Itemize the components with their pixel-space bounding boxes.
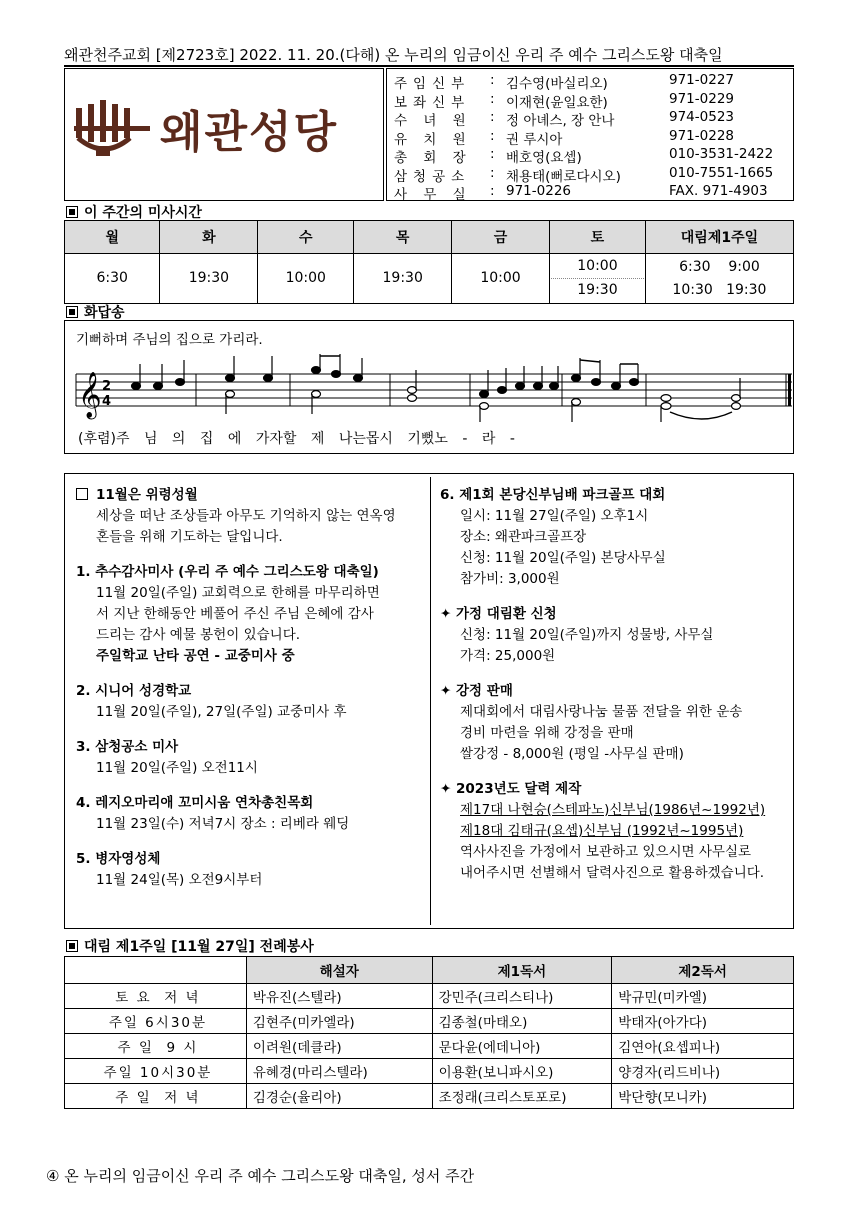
item-line-underlined: 제18대 김태규(요셉)신부님 (1992년~1995년): [460, 823, 744, 839]
serve-mass-label: 주 일 저 녁: [65, 1084, 247, 1109]
staff-name: 김수영(바실리오): [506, 76, 608, 92]
item-line: 장소: 왜관파크골프장: [460, 529, 587, 545]
serve-column-header: 해설자: [246, 957, 432, 984]
section-bullet-icon: [66, 940, 78, 952]
mass-time: 6:30 9:00: [679, 258, 760, 275]
notice-line: 혼들을 위해 기도하는 달입니다.: [96, 529, 283, 545]
staff-phone: 010-7551-1665: [669, 164, 774, 181]
staff-phone: 971-0229: [669, 90, 734, 107]
mass-day-header: 수: [258, 221, 354, 254]
item-title: 6. 제1회 본당신부님배 파크골프 대회: [440, 487, 666, 503]
mass-time-cell: [65, 254, 160, 304]
item-title: 1. 추수감사미사 (우리 주 예수 그리스도왕 대축일): [76, 564, 379, 580]
mass-time-cell: [354, 254, 452, 304]
serve-person: 박단향(모니카): [612, 1084, 794, 1109]
item-title: 3. 삼청공소 미사: [76, 739, 179, 755]
item-line: 경비 마련을 위해 강정을 판매: [460, 725, 634, 741]
item-title: ✦ 2023년도 달력 제작: [440, 781, 582, 797]
header-rule: [64, 65, 794, 67]
item-line: 11월 20일(주일) 오전11시: [96, 760, 258, 776]
serve-column-header: 제2독서: [612, 957, 794, 984]
mass-time: 10:00: [285, 270, 326, 286]
item-line: 신청: 11월 20일(주일)까지 성물방, 사무실: [460, 627, 714, 643]
serve-mass-label: 토 요 저 녁: [65, 984, 247, 1009]
mass-day-header: 화: [160, 221, 258, 254]
item-title: 4. 레지오마리애 꼬미시움 연차총친목회: [76, 795, 314, 811]
serve-mass-label: 주일 10시30분: [65, 1059, 247, 1084]
table-row: [65, 1059, 794, 1084]
psalm-section-title: 화답송: [66, 302, 125, 322]
serve-person: 박태자(아가다): [612, 1009, 794, 1034]
serve-person: 김종철(마태오): [432, 1009, 612, 1034]
item-emphasis: 주일학교 난타 공연 - 교중미사 중: [96, 648, 295, 664]
staff-phone: 971-0227: [669, 72, 734, 88]
section-bullet-icon: [66, 306, 78, 318]
psalm-lyrics: (후렴)주 님 의 집 에 가자할 제 나는몹시 기뻤노 - 라 -: [78, 431, 515, 447]
announcements-left: [76, 485, 428, 891]
mass-time-cell: [452, 254, 550, 304]
table-row: [65, 1009, 794, 1034]
staff-colon: :: [490, 109, 495, 125]
announcements-divider: [430, 477, 431, 925]
staff-role: 총 회 장: [394, 150, 472, 166]
psalm-refrain: 기뻐하며 주님의 집으로 가리라.: [76, 332, 263, 348]
serve-mass-label: 주 일 9 시: [65, 1034, 247, 1059]
mass-time: 19:30: [382, 270, 423, 286]
serve-person: 이려원(데클라): [246, 1034, 432, 1059]
staff-name: 정 아녜스, 장 안나: [506, 113, 615, 129]
item-line: 가격: 25,000원: [460, 648, 556, 664]
page-footer: ④ 온 누리의 임금이신 우리 주 예수 그리스도왕 대축일, 성서 주간: [46, 1167, 475, 1185]
staff-colon: :: [490, 127, 495, 144]
staff-name: 권 루시아: [506, 131, 563, 148]
star-bullet-icon: ✦: [440, 781, 457, 797]
logo-text: 왜관성당: [160, 107, 339, 158]
serve-person: 유혜경(마리스텔라): [246, 1059, 432, 1084]
mass-day-header: 토: [549, 221, 645, 254]
staff-role: 사 무 실: [394, 187, 472, 203]
item-line: 제대회에서 대림사랑나눔 물품 전달을 위한 운송: [460, 704, 743, 720]
serve-person: 김경순(율리아): [246, 1084, 432, 1109]
church-logo-icon: [74, 98, 150, 158]
item-title: ✦ 강정 판매: [440, 683, 513, 699]
staff-phone: 010-3531-2422: [669, 146, 774, 162]
item-line-underlined: 제17대 나현승(스테파노)신부님(1986년~1992년): [460, 802, 766, 818]
section-bullet-icon: [76, 488, 88, 500]
serve-person: 이용환(보니파시오): [432, 1059, 612, 1084]
table-row: [65, 984, 794, 1009]
svg-text:4: 4: [102, 394, 112, 409]
serve-column-header: 제1독서: [432, 957, 612, 984]
staff-name: 971-0226: [506, 183, 571, 199]
item-line: 드리는 감사 예물 봉헌이 있습니다.: [96, 627, 301, 643]
star-bullet-icon: ✦: [440, 683, 457, 699]
serve-person: 문다윤(에데니아): [432, 1034, 612, 1059]
announcements-right: [440, 485, 792, 884]
serve-person: 김연아(요셉피나): [612, 1034, 794, 1059]
svg-text:2: 2: [102, 379, 112, 394]
mass-time: 6:30: [96, 270, 128, 286]
serve-person: 박유진(스텔라): [246, 984, 432, 1009]
music-staff: [72, 352, 794, 426]
staff-phone: 974-0523: [669, 109, 734, 125]
serve-person: 박규민(미카엘): [612, 984, 794, 1009]
table-row: [65, 1084, 794, 1109]
treble-clef-icon: 𝄞: [78, 372, 102, 418]
staff-colon: :: [490, 90, 495, 107]
serve-person: 김현주(미카엘라): [246, 1009, 432, 1034]
item-title: 2. 시니어 성경학교: [76, 683, 192, 699]
item-title: 5. 병자영성체: [76, 851, 161, 867]
notice-title: 11월은 위령성월: [76, 485, 428, 506]
staff-name: 채용태(뻐로다시오): [506, 168, 621, 185]
mass-day-header: 월: [65, 221, 160, 254]
serve-section-title: 대림 제1주일 [11월 27일] 전례봉사: [66, 936, 314, 956]
mass-day-header: 금: [452, 221, 550, 254]
staff-phone: 971-0228: [669, 127, 734, 144]
staff-role: 삼청공소: [394, 168, 471, 185]
staff-phone: FAX. 971-4903: [669, 183, 768, 199]
serve-mass-label: 주일 6시30분: [65, 1009, 247, 1034]
staff-role: 보좌신부: [394, 94, 471, 111]
mass-time-cell: [549, 254, 645, 304]
staff-name: 배호영(요셉): [506, 150, 582, 166]
bulletin-header: 왜관천주교회 [제2723호] 2022. 11. 20.(다해) 온 누리의 임금이신 우리 주 예수 그리스도왕 대축일: [64, 46, 723, 64]
mass-schedule-table: [64, 220, 794, 304]
mass-time-cell: [645, 254, 793, 304]
mass-time: 19:30: [188, 270, 230, 286]
staff-name: 이재현(윤일요한): [506, 94, 608, 111]
star-bullet-icon: ✦: [440, 606, 457, 622]
serve-person: 강민주(크리스티나): [432, 984, 612, 1009]
item-line: 11월 23일(수) 저녁7시 장소 : 리베라 웨딩: [96, 816, 350, 832]
liturgy-service-table: [64, 956, 794, 1109]
mass-time-cell: [258, 254, 354, 304]
mass-time-cell: [160, 254, 258, 304]
item-line: 내어주시면 선별해서 달력사진으로 활용하겠습니다.: [460, 865, 765, 881]
mass-time: 19:30: [551, 278, 644, 302]
mass-time: 10:30 19:30: [672, 281, 767, 298]
staff-colon: :: [490, 164, 495, 181]
serve-person: 조정래(크리스토포로): [432, 1084, 612, 1109]
item-title: ✦ 가정 대림환 신청: [440, 606, 557, 622]
section-bullet-icon: [66, 206, 78, 218]
item-line: 서 지난 한해동안 베풀어 주신 주님 은혜에 감사: [96, 606, 374, 622]
item-line: 신청: 11월 20일(주일) 본당사무실: [460, 550, 666, 566]
staff-colon: :: [490, 183, 495, 199]
notice-line: 세상을 떠난 조상들과 아무도 기억하지 않는 연옥영: [96, 508, 396, 524]
mass-day-header: 목: [354, 221, 452, 254]
item-line: 11월 20일(주일), 27일(주일) 교중미사 후: [96, 704, 347, 720]
item-line: 일시: 11월 27일(주일) 오후1시: [460, 508, 649, 524]
table-row: [65, 1034, 794, 1059]
staff-role: 유 치 원: [394, 131, 472, 148]
staff-role: 수 녀 원: [394, 113, 472, 129]
mass-time: 10:00: [577, 258, 618, 274]
item-line: 11월 24일(목) 오전9시부터: [96, 872, 263, 888]
mass-section-title: 이 주간의 미사시간: [66, 202, 202, 222]
mass-time: 10:00: [480, 270, 521, 286]
serve-column-header: [65, 957, 247, 984]
item-line: 역사사진을 가정에서 보관하고 있으시면 사무실로: [460, 844, 752, 860]
item-line: 참가비: 3,000원: [460, 571, 560, 587]
staff-role: 주임신부: [394, 76, 471, 92]
item-line: 쌀강정 - 8,000원 (평일 -사무실 판매): [460, 746, 684, 762]
item-line: 11월 20일(주일) 교회력으로 한해를 마무리하면: [96, 585, 380, 601]
mass-day-header: 대림제1주일: [645, 221, 793, 254]
serve-person: 양경자(리드비나): [612, 1059, 794, 1084]
staff-colon: :: [490, 72, 495, 88]
staff-colon: :: [490, 146, 495, 162]
